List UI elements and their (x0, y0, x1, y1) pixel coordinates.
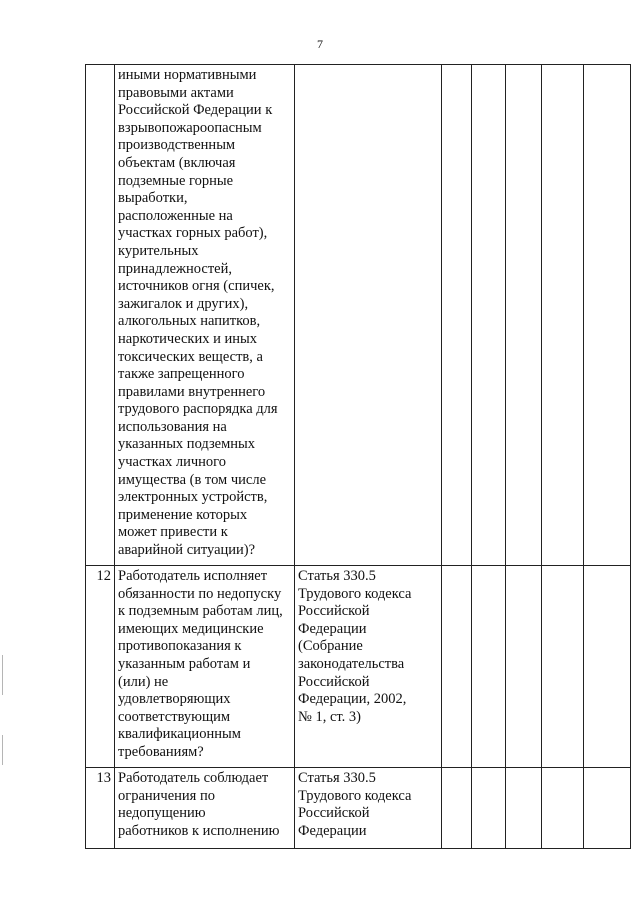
answer-no-cell (472, 566, 506, 768)
requirement-question: иными нормативными правовыми актами Российской Федерации к взрывопожароопасным производственным объектам (включая подземные горные выработки, расположенные на участках горных работ), курительных принадлежностей, источников огня (спичек, зажигалок и других), алкогольных напитков, наркотических и иных токсических веществ, а также запрещенного правилами внутреннего трудового распорядка для использования на указанных подземных участках личного имущества (в том числе электронных устройств, применение которых может привести к аварийной ситуации)? (115, 65, 295, 566)
table-row (86, 566, 631, 768)
note-cell (542, 566, 584, 768)
requirement-question: Работодатель соблюдает ограничения по недопущению работников к исполнению (115, 768, 295, 849)
row-number: 12 (86, 566, 115, 768)
page-number: 7 (317, 37, 323, 51)
note-cell (542, 65, 584, 566)
scan-artifact-line (2, 655, 3, 695)
scan-artifact-line (2, 735, 3, 765)
row-number (86, 65, 115, 566)
comment-cell (584, 65, 631, 566)
legal-reference: Статья 330.5 Трудового кодекса Российской Федерации (Собрание законодательства Российской Федерации, 2002, № 1, ст. 3) (295, 566, 442, 768)
table-row (86, 768, 631, 849)
note-cell (542, 768, 584, 849)
answer-no-cell (472, 65, 506, 566)
legal-reference (295, 65, 442, 566)
answer-no-cell (472, 768, 506, 849)
legal-reference: Статья 330.5 Трудового кодекса Российской Федерации (295, 768, 442, 849)
comment-cell (584, 566, 631, 768)
checklist-table (85, 64, 631, 849)
answer-na-cell (506, 566, 542, 768)
answer-yes-cell (442, 65, 472, 566)
comment-cell (584, 768, 631, 849)
requirement-question: Работодатель исполняет обязанности по недопуску к подземным работам лиц, имеющих медицинские противопоказания к указанным работам и (или) не удовлетворяющих соответствующим квалификационным требованиям? (115, 566, 295, 768)
answer-yes-cell (442, 566, 472, 768)
answer-na-cell (506, 768, 542, 849)
table-row (86, 65, 631, 566)
row-number: 13 (86, 768, 115, 849)
answer-na-cell (506, 65, 542, 566)
answer-yes-cell (442, 768, 472, 849)
